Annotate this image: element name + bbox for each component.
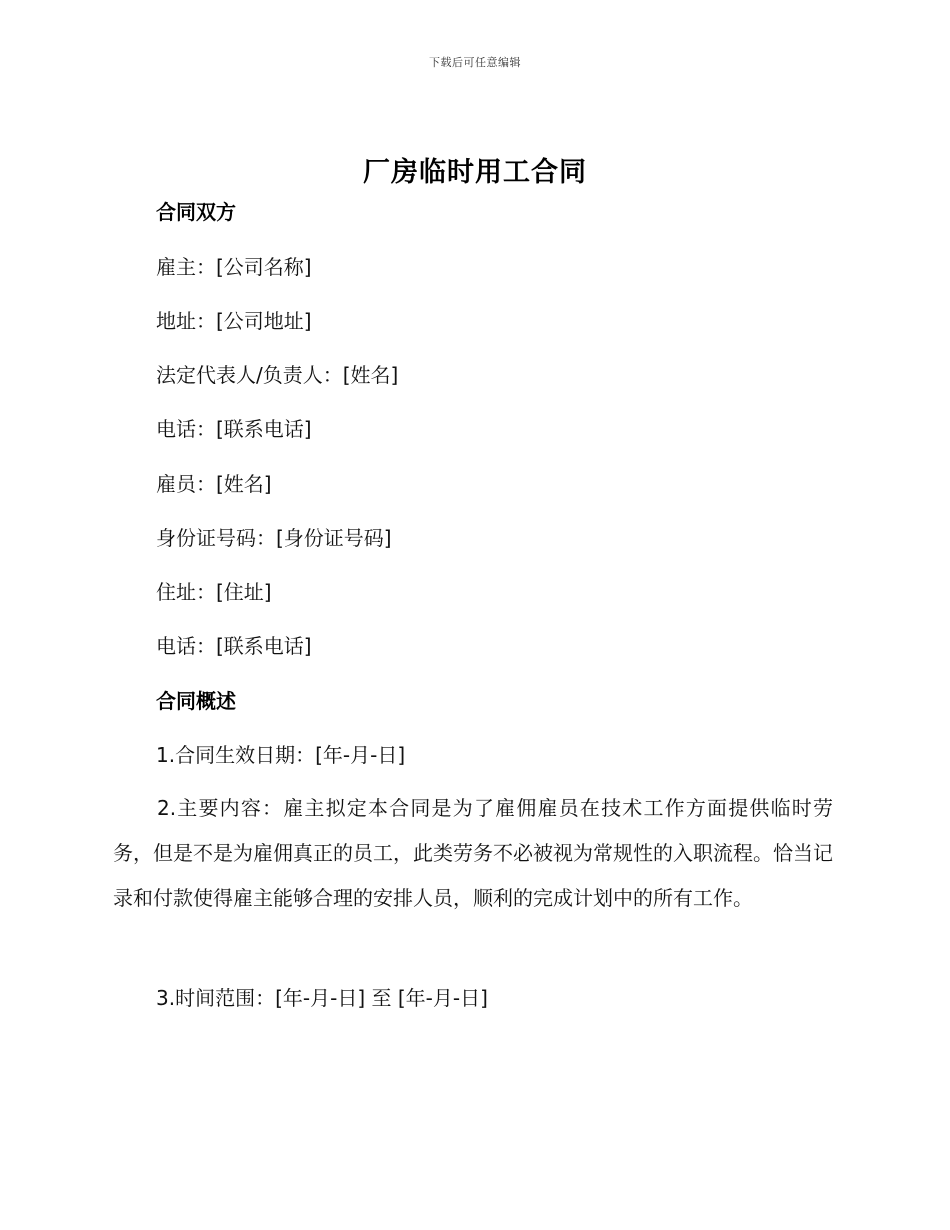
- employee-line: 雇员：[姓名]: [156, 472, 272, 496]
- id-number-line: 身份证号码：[身份证号码]: [156, 526, 392, 550]
- time-range-line: 3.时间范围：[年-月-日] 至 [年-月-日]: [156, 986, 488, 1010]
- document-title: 厂房临时用工合同: [363, 157, 587, 188]
- residence-line: 住址：[住址]: [156, 580, 272, 604]
- legal-representative-line: 法定代表人/负责人：[姓名]: [156, 363, 399, 387]
- employer-address-line: 地址：[公司地址]: [156, 309, 312, 333]
- header-note: 下载后可任意编辑: [429, 56, 521, 69]
- effective-date-line: 1.合同生效日期：[年-月-日]: [156, 743, 406, 767]
- employer-phone-line: 电话：[联系电话]: [156, 417, 312, 441]
- employee-phone-line: 电话：[联系电话]: [156, 634, 312, 658]
- main-content-paragraph: 2.主要内容：雇主拟定本合同是为了雇佣雇员在技术工作方面提供临时劳务，但是不是为雇佣真正的员工，此类劳务不必被视为常规性的入职流程。恰当记录和付款使得雇主能够合理的安排人员，顺利的完成计划中的所有工作。: [113, 796, 833, 910]
- section-heading-overview: 合同概述: [156, 689, 236, 713]
- section-heading-parties: 合同双方: [156, 200, 236, 224]
- employer-line: 雇主：[公司名称]: [156, 255, 312, 279]
